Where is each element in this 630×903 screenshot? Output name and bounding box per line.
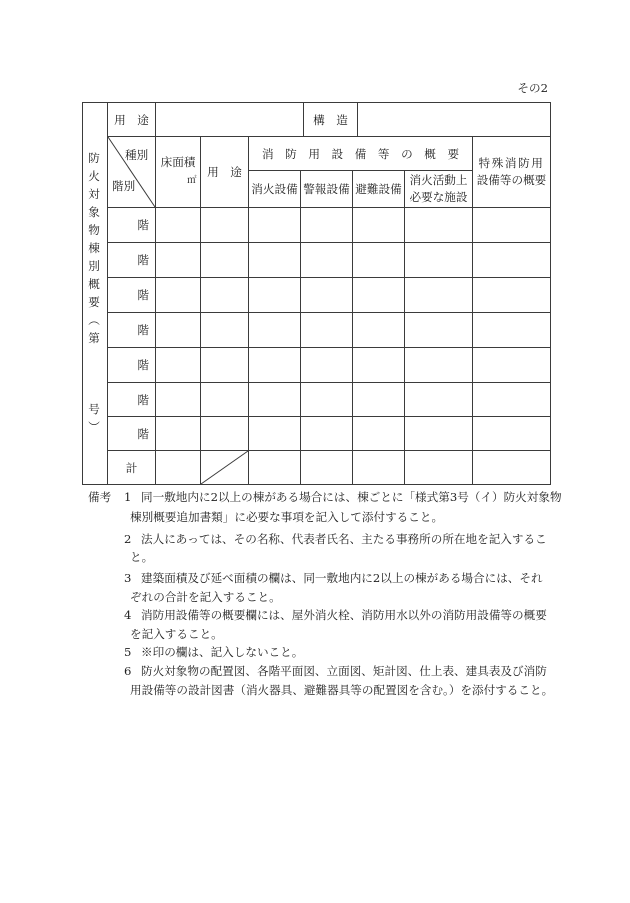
equipment-overview-label: 消 防 用 設 備 等 の 概 要 — [261, 146, 460, 161]
special-equipment-cell — [472, 207, 551, 243]
floor-number-cell — [107, 242, 156, 278]
evacuation-cell — [352, 207, 405, 243]
floor-area-label: 床面積 — [160, 155, 196, 169]
alarm-cell — [300, 416, 353, 451]
diagonal-line — [201, 451, 248, 484]
firefighting-facilities-cell — [404, 277, 473, 313]
floor-area-cell — [155, 242, 201, 278]
special-equipment-line: 設備等の概要 — [476, 173, 547, 187]
firefighting-facilities-cell — [404, 382, 473, 417]
special-equipment-cell — [472, 312, 551, 348]
kind-label: 種別 — [125, 148, 149, 162]
notes-label: 備考 — [88, 490, 112, 504]
floor-number-cell — [107, 382, 156, 417]
fire-extinguishing-cell — [248, 382, 301, 417]
note-line: ぞれの合計を記入すること。 — [130, 590, 281, 604]
floor-suffix-label: 階 — [137, 323, 149, 337]
fire-extinguishing-cell — [248, 207, 301, 243]
floor-area-cell — [155, 347, 201, 383]
alarm-cell — [300, 242, 353, 278]
special-equipment-header-cell — [472, 136, 551, 208]
firefighting-facilities-label — [410, 172, 468, 206]
firefighting-facilities-cell — [404, 347, 473, 383]
firefighting-facilities-cell — [404, 242, 473, 278]
floor-suffix-label: 階 — [137, 426, 149, 441]
special-equipment-cell — [472, 450, 551, 485]
fire-extinguishing-cell — [248, 277, 301, 313]
note-number: 2 — [124, 532, 132, 546]
alarm-cell — [300, 277, 353, 313]
usage-header-label: 用 途 — [207, 165, 242, 179]
alarm-cell — [300, 207, 353, 243]
fire-extinguishing-cell — [248, 312, 301, 348]
firefighting-facilities-cell — [404, 450, 473, 485]
usage-value-cell — [155, 102, 304, 137]
square-meter-unit: ㎡ — [187, 175, 197, 186]
note-number: 5 — [124, 645, 132, 659]
usage-cell — [200, 450, 249, 485]
note-line: 建築面積及び延べ面積の欄は、同一敷地内に2以上の棟がある場合には、それ — [141, 571, 543, 585]
structure-label-cell — [303, 102, 358, 137]
floor-area-cell — [155, 207, 201, 243]
total-label-cell — [107, 450, 156, 485]
special-equipment-line: 特殊消防用 — [478, 156, 545, 170]
special-equipment-cell — [472, 382, 551, 417]
floor-suffix-label: 階 — [137, 218, 149, 232]
note-line: 同一敷地内に2以上の棟がある場合には、棟ごとに「様式第3号（イ）防火対象物 — [141, 490, 562, 504]
fire-extinguishing-label: 消火設備 — [251, 182, 298, 196]
usage-cell — [200, 312, 249, 348]
note-line: と。 — [130, 550, 154, 564]
kind-floor-header-cell — [107, 136, 156, 208]
floor-area-cell — [155, 277, 201, 313]
special-equipment-cell — [472, 347, 551, 383]
alarm-cell — [300, 312, 353, 348]
note-number: 6 — [124, 664, 132, 678]
note-line: を記入すること。 — [130, 627, 223, 641]
evacuation-cell — [352, 347, 405, 383]
note-line: 消防用設備等の概要欄には、屋外消火栓、消防用水以外の消防用設備等の概要 — [141, 608, 547, 622]
fire-extinguishing-cell — [248, 416, 301, 451]
special-equipment-cell — [472, 277, 551, 313]
firefighting-facilities-cell — [404, 312, 473, 348]
floor-label: 階別 — [112, 179, 136, 193]
usage-label: 用 途 — [114, 112, 149, 127]
usage-cell — [200, 416, 249, 451]
floor-suffix-label: 階 — [137, 358, 149, 372]
floor-number-cell — [107, 347, 156, 383]
note-number: 3 — [124, 571, 132, 585]
structure-value-cell — [357, 102, 551, 137]
firefighting-facilities-header-cell — [404, 170, 473, 208]
floor-suffix-label: 階 — [137, 288, 149, 302]
total-label: 計 — [125, 460, 138, 475]
page-label: その2 — [517, 81, 548, 95]
firefighting-facilities-line: 消火活動上 — [409, 173, 468, 187]
note-line: 棟別概要追加書類」に必要な事項を記入して添付すること。 — [130, 510, 444, 524]
usage-cell — [200, 242, 249, 278]
evacuation-cell — [352, 416, 405, 451]
evacuation-label: 避難設備 — [355, 182, 402, 196]
evacuation-header-cell — [352, 170, 405, 208]
special-equipment-cell — [472, 416, 551, 451]
floor-number-cell — [107, 277, 156, 313]
usage-cell — [200, 207, 249, 243]
fire-extinguishing-cell — [248, 347, 301, 383]
alarm-header-cell — [300, 170, 353, 208]
floor-area-cell — [155, 382, 201, 417]
alarm-label: 警報設備 — [303, 182, 350, 196]
floor-number-cell — [107, 207, 156, 243]
side-title-main: 防火対象物棟別概要（第 — [87, 152, 101, 350]
alarm-cell — [300, 347, 353, 383]
fire-extinguishing-header-cell — [248, 170, 301, 208]
note-number: 1 — [124, 490, 132, 504]
floor-area-cell — [155, 450, 201, 485]
firefighting-facilities-cell — [404, 207, 473, 243]
evacuation-cell — [352, 312, 405, 348]
note-line: 用設備等の設計図書（消火器具、避難器具等の配置図を含む。）を添付すること。 — [130, 683, 554, 697]
floor-area-cell — [155, 312, 201, 348]
note-line: 防火対象物の配置図、各階平面図、立面図、矩計図、仕上表、建具表及び消防 — [141, 664, 547, 678]
usage-header-cell — [200, 136, 249, 208]
evacuation-cell — [352, 277, 405, 313]
usage-label-cell — [107, 102, 156, 137]
floor-suffix-label: 階 — [137, 392, 149, 407]
fire-extinguishing-cell — [248, 450, 301, 485]
note-line: ※印の欄は、記入しないこと。 — [141, 645, 304, 659]
usage-cell — [200, 347, 249, 383]
special-equipment-label — [477, 155, 547, 189]
alarm-cell — [300, 382, 353, 417]
floor-suffix-label: 階 — [137, 253, 149, 267]
equipment-overview-header-cell — [248, 136, 473, 171]
usage-cell — [200, 277, 249, 313]
side-title-suffix: 号） — [87, 403, 101, 439]
structure-label: 構 造 — [313, 112, 348, 127]
note-line: 法人にあっては、その名称、代表者氏名、主たる事務所の所在地を記入するこ — [141, 532, 547, 546]
evacuation-cell — [352, 242, 405, 278]
usage-cell — [200, 382, 249, 417]
floor-area-cell — [155, 416, 201, 451]
floor-number-cell — [107, 416, 156, 451]
side-title-cell — [82, 102, 108, 485]
evacuation-cell — [352, 382, 405, 417]
fire-extinguishing-cell — [248, 242, 301, 278]
floor-number-cell — [107, 312, 156, 348]
firefighting-facilities-cell — [404, 416, 473, 451]
alarm-cell — [300, 450, 353, 485]
special-equipment-cell — [472, 242, 551, 278]
firefighting-facilities-line: 必要な施設 — [409, 190, 468, 204]
fire-object-building-table — [82, 102, 551, 485]
note-number: 4 — [124, 608, 132, 622]
evacuation-cell — [352, 450, 405, 485]
floor-area-header-cell — [155, 136, 201, 208]
